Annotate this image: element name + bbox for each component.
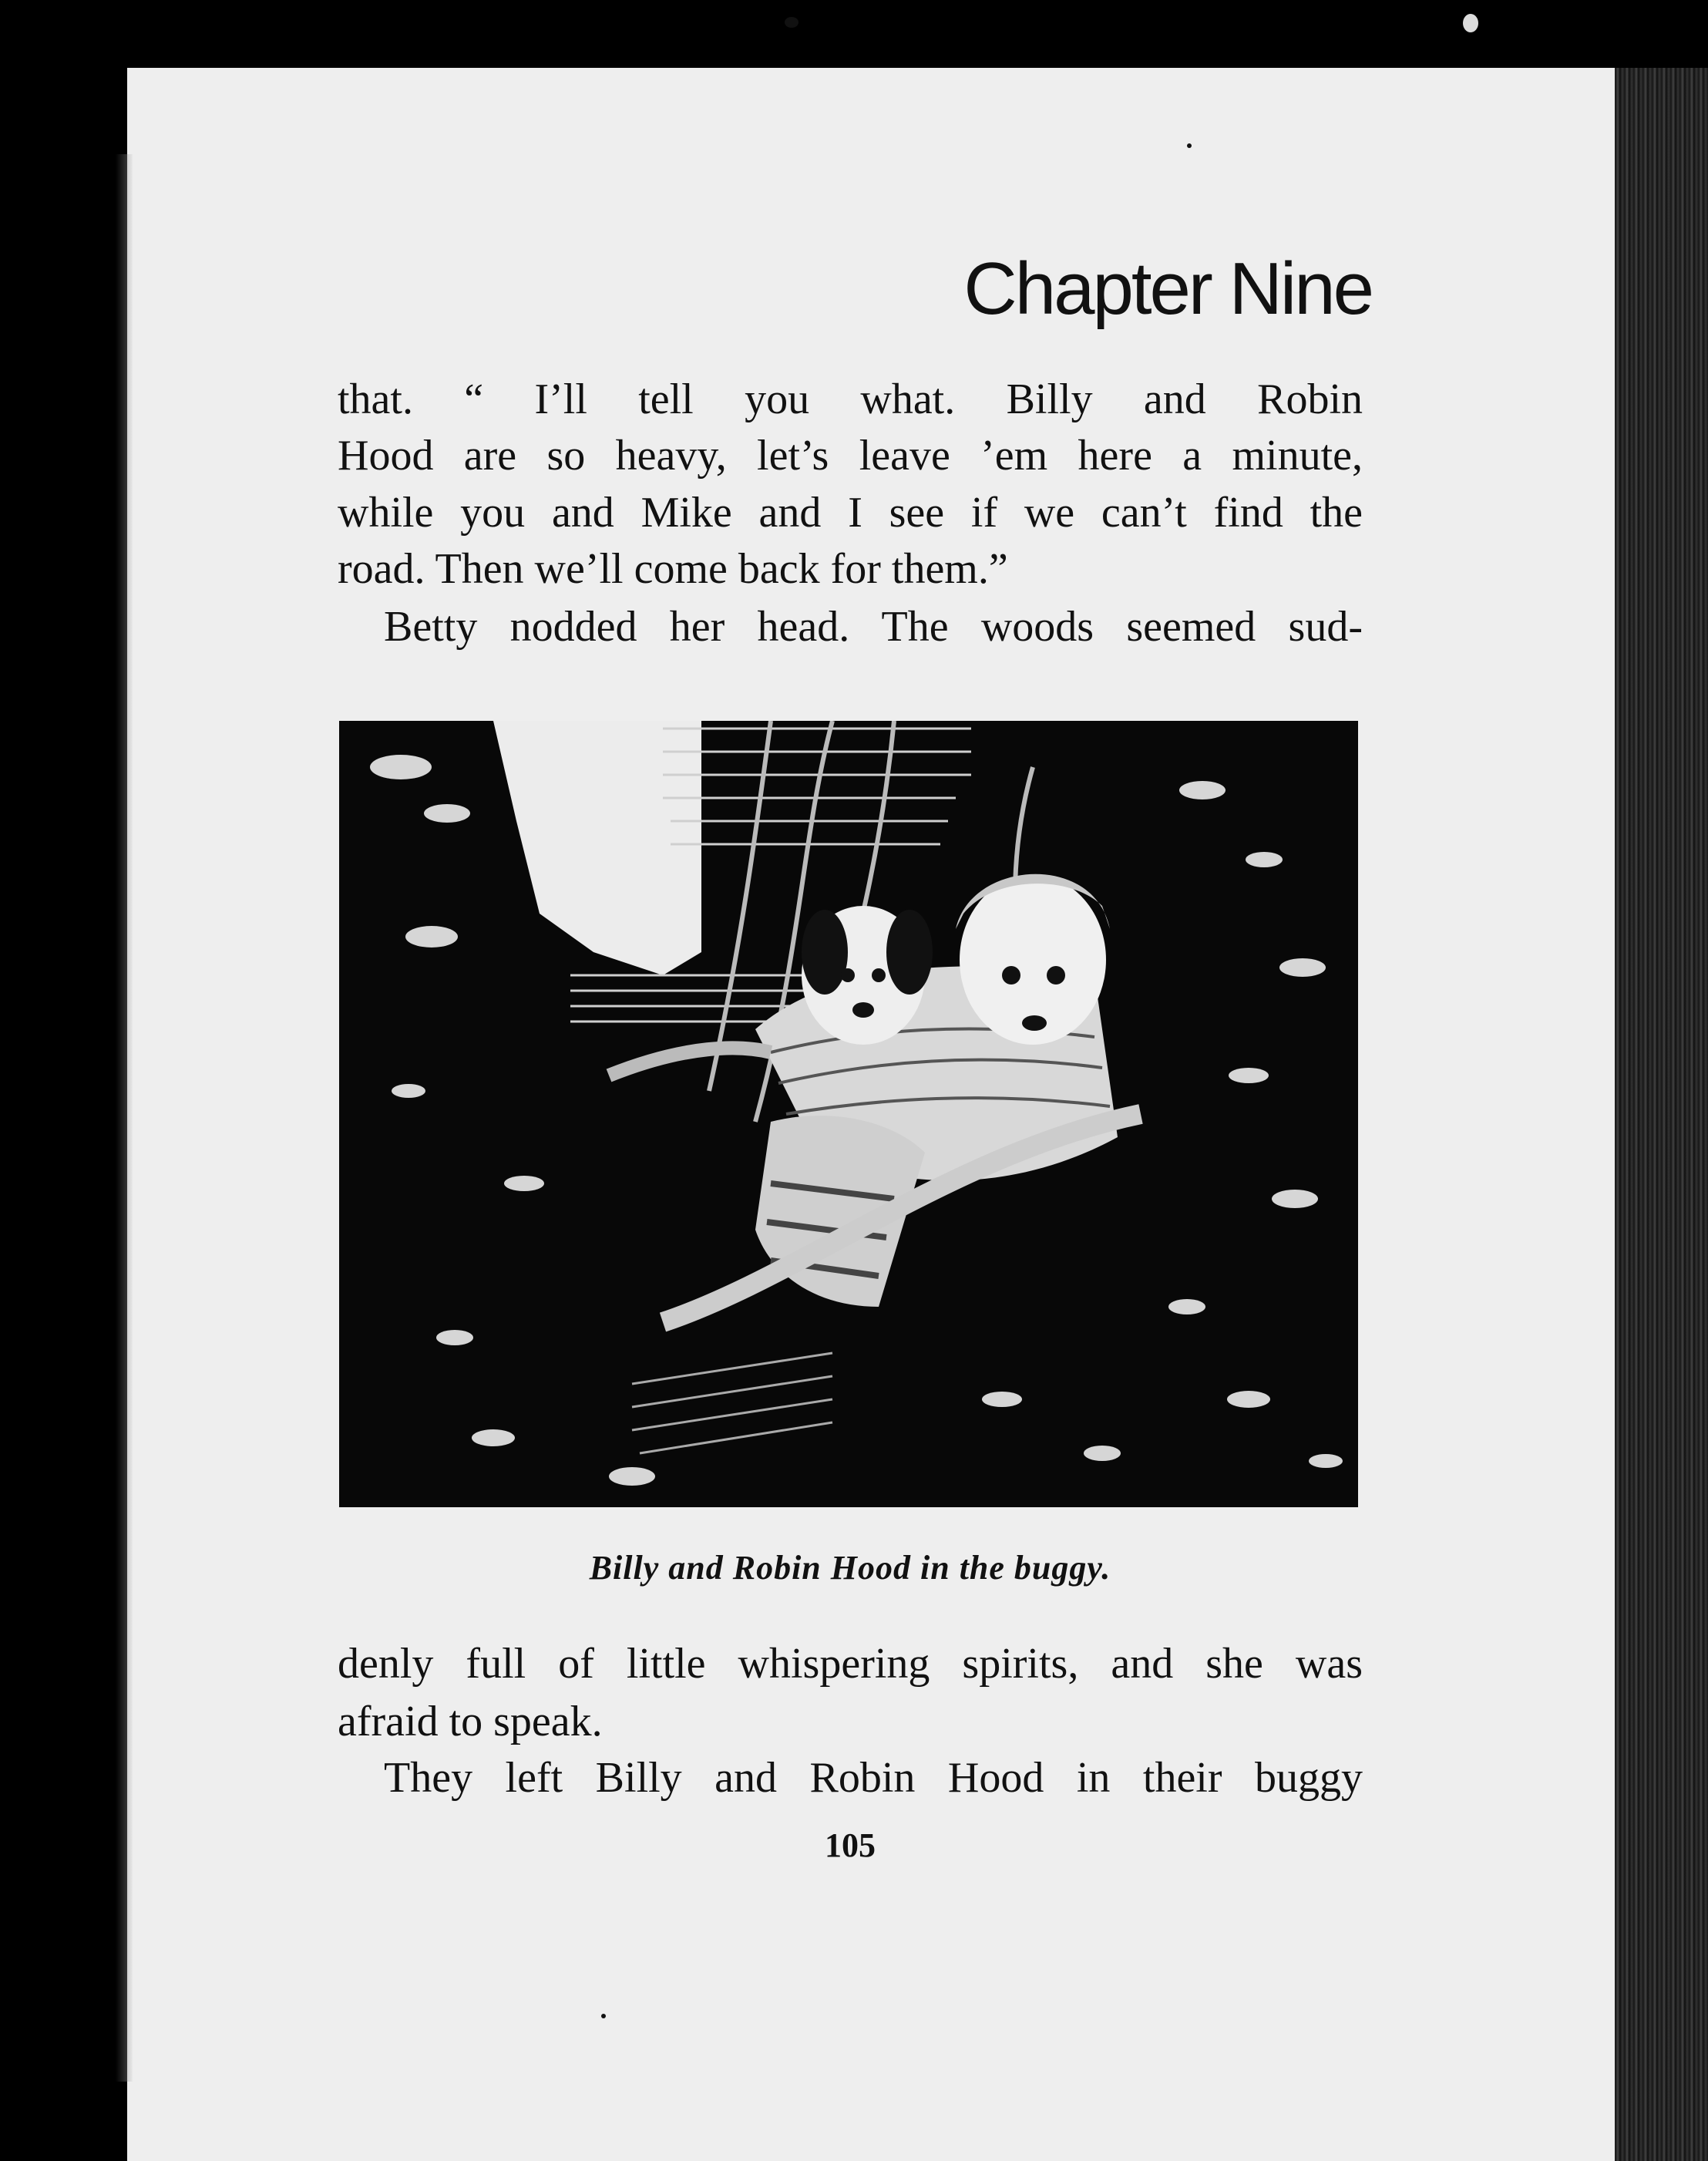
- illustration-caption: Billy and Robin Hood in the buggy.: [589, 1549, 1111, 1587]
- page-gutter-shadow: [116, 154, 133, 2082]
- text-line: afraid to speak.: [338, 1698, 603, 1745]
- text-line: They left Billy and Robin Hood in their buggy: [384, 1754, 1363, 1802]
- text-line: denly full of little whispering spirits, and she was: [338, 1640, 1363, 1688]
- woodcut-illustration-icon: [339, 721, 1358, 1507]
- scan-speck: [785, 17, 799, 28]
- book-page-edges: [1611, 68, 1708, 2161]
- text-line: that. “ I’ll tell you what. Billy and Robin: [338, 375, 1363, 423]
- text-line: road. Then we’ll come back for them.”: [338, 545, 1008, 593]
- text-line: Hood are so heavy, let’s leave ’em here a minute,: [338, 432, 1363, 480]
- scan-speck: [1463, 14, 1478, 32]
- illustration-graphic: [339, 721, 1358, 1507]
- text-line: while you and Mike and I see if we can’t find the: [338, 489, 1363, 537]
- chapter-heading: Chapter Nine: [963, 247, 1372, 330]
- scan-speck: [1187, 143, 1192, 148]
- scan-speck: [601, 2014, 606, 2018]
- page-number: 105: [825, 1826, 876, 1864]
- text-line: Betty nodded her head. The woods seemed sud-: [384, 603, 1363, 651]
